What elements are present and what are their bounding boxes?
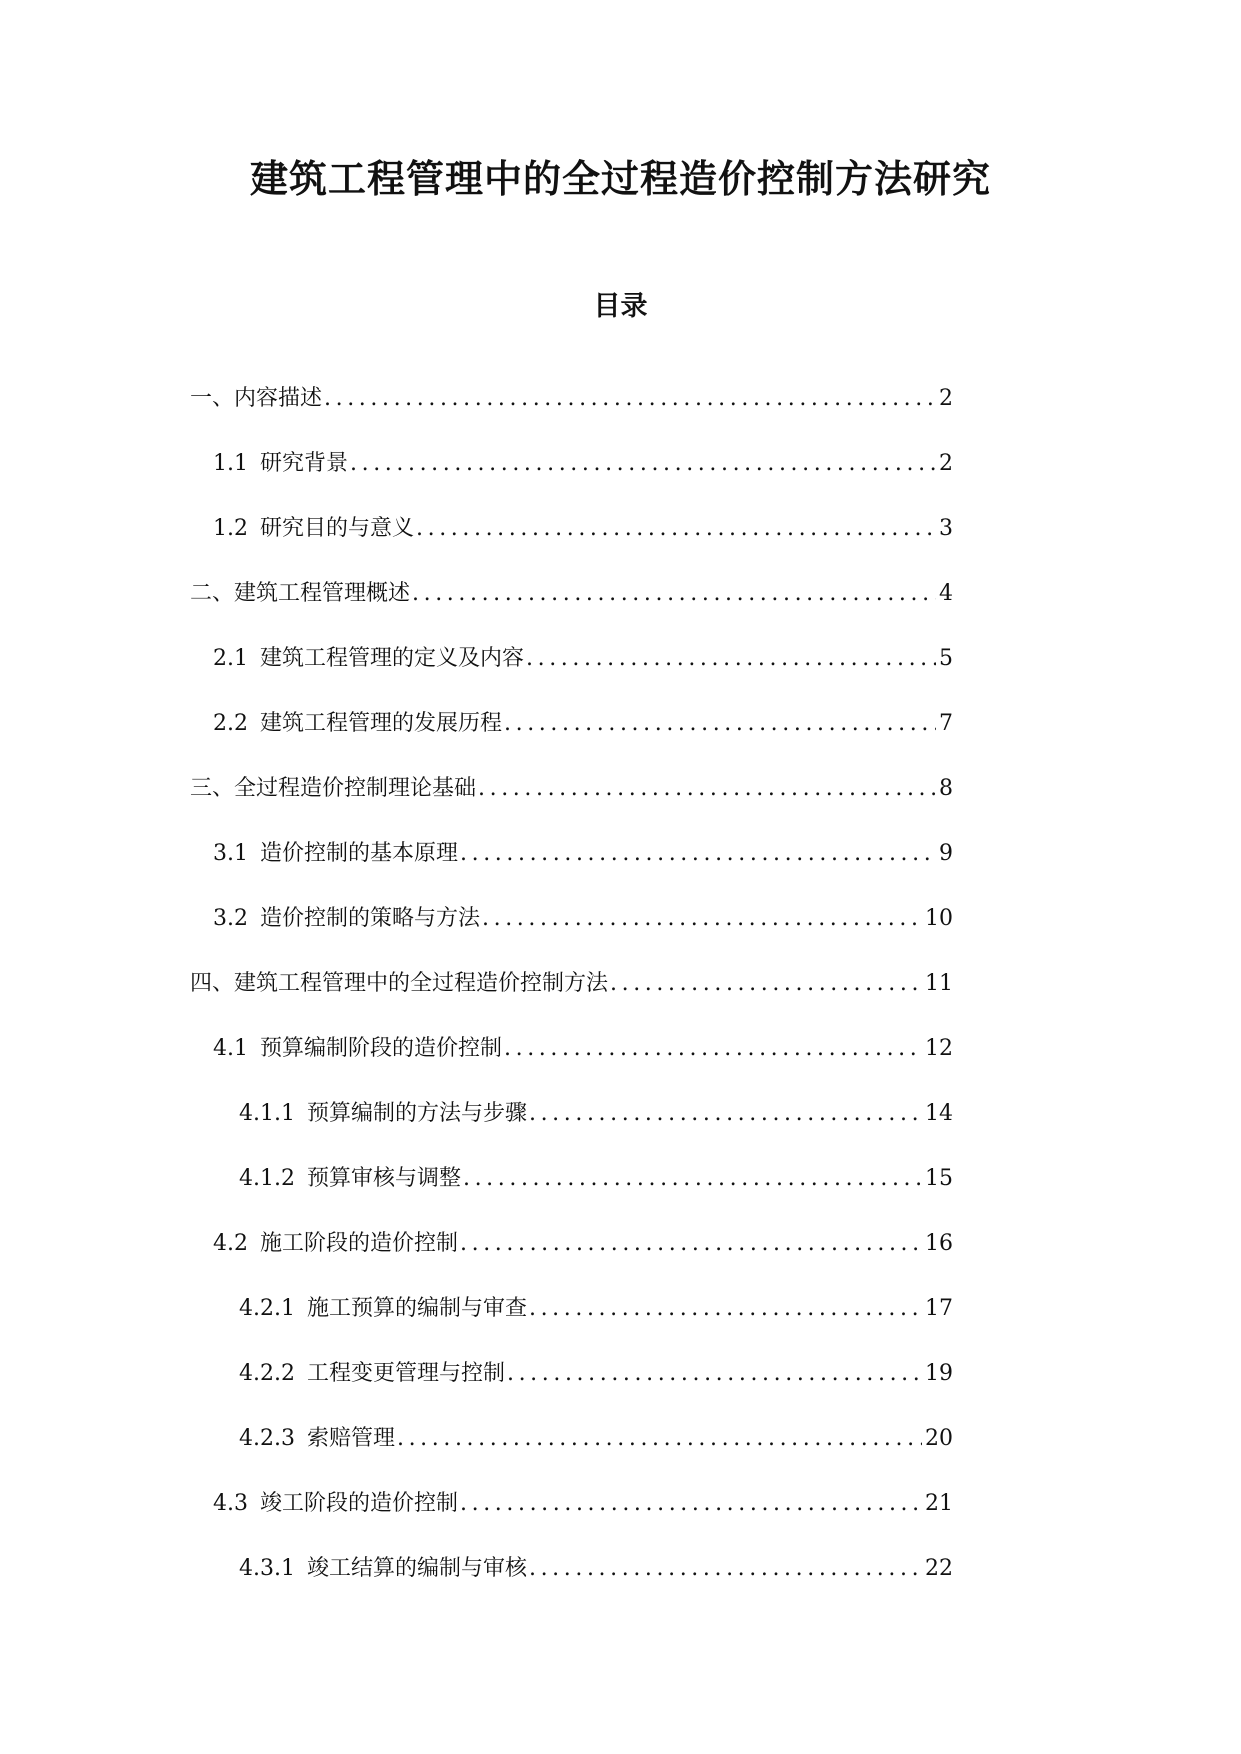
toc-leader-dots	[526, 644, 936, 674]
toc-page-number: 5	[939, 646, 953, 671]
toc-entry-text: 工程变更管理与控制	[306, 1361, 505, 1386]
document-title: 建筑工程管理中的全过程造价控制方法研究	[249, 156, 991, 201]
toc-entry-text: 预算编制阶段的造价控制	[260, 1036, 503, 1061]
toc-section-number: 1.1	[213, 451, 248, 476]
toc-entry-text: 建筑工程管理的发展历程	[260, 711, 503, 736]
toc-leader-dots	[610, 969, 922, 999]
toc-leader-dots	[529, 1294, 922, 1324]
toc-section-number: 1.2	[213, 516, 248, 541]
toc-entry-text: 研究背景	[260, 451, 349, 476]
toc-page-number: 12	[925, 1036, 953, 1061]
toc-entry-section-4-2-1[interactable]	[239, 1294, 953, 1324]
toc-entry-text: 三、全过程造价控制理论基础	[190, 776, 477, 801]
toc-page-number: 17	[925, 1296, 953, 1321]
toc-page-number: 8	[939, 776, 953, 801]
toc-section-number: 4.1.1	[239, 1101, 295, 1126]
toc-leader-dots	[460, 1489, 922, 1519]
toc-entry-text: 竣工结算的编制与审核	[306, 1556, 527, 1581]
toc-section-number: 4.2	[213, 1231, 248, 1256]
toc-leader-dots	[350, 449, 936, 479]
toc-section-number: 2.2	[213, 711, 248, 736]
toc-page-number: 14	[925, 1101, 953, 1126]
toc-section-number: 4.3	[213, 1491, 248, 1516]
toc-leader-dots	[482, 904, 922, 934]
toc-page-number: 7	[939, 711, 953, 736]
toc-page-number: 15	[925, 1166, 953, 1191]
toc-entry-text: 四、建筑工程管理中的全过程造价控制方法	[190, 971, 609, 996]
toc-leader-dots	[416, 514, 936, 544]
toc-leader-dots	[460, 839, 936, 869]
toc-entry-text: 施工阶段的造价控制	[260, 1231, 459, 1256]
toc-entry-chapter-1[interactable]	[190, 384, 953, 414]
toc-page-number: 3	[939, 516, 953, 541]
toc-entry-text: 二、建筑工程管理概述	[190, 581, 411, 606]
toc-leader-dots	[463, 1164, 922, 1194]
toc-section-number: 3.1	[213, 841, 248, 866]
toc-entry-text: 造价控制的基本原理	[260, 841, 459, 866]
toc-entry-chapter-2[interactable]	[190, 579, 953, 609]
toc-section-number: 4.3.1	[239, 1556, 295, 1581]
toc-entry-section-2-1[interactable]	[213, 644, 953, 674]
toc-page-number: 4	[939, 581, 953, 606]
toc-entry-section-4-3[interactable]	[213, 1489, 953, 1519]
toc-page-number: 11	[925, 971, 953, 996]
toc-entry-section-4-1[interactable]	[213, 1034, 953, 1064]
toc-entry-section-2-2[interactable]	[213, 709, 953, 739]
toc-entry-text: 竣工阶段的造价控制	[260, 1491, 459, 1516]
toc-entry-chapter-4[interactable]	[190, 969, 953, 999]
toc-entry-section-4-1-2[interactable]	[239, 1164, 953, 1194]
toc-entry-text: 造价控制的策略与方法	[260, 906, 481, 931]
toc-entry-chapter-3[interactable]	[190, 774, 953, 804]
toc-leader-dots	[507, 1359, 922, 1389]
toc-entry-text: 预算编制的方法与步骤	[306, 1101, 527, 1126]
toc-entry-section-4-3-1[interactable]	[239, 1554, 953, 1584]
toc-page-number: 21	[925, 1491, 953, 1516]
toc-page-number: 2	[939, 386, 953, 411]
toc-entry-section-4-2[interactable]	[213, 1229, 953, 1259]
toc-section-number: 4.1	[213, 1036, 248, 1061]
toc-entry-section-3-2[interactable]	[213, 904, 953, 934]
toc-leader-dots	[478, 774, 936, 804]
toc-section-number: 4.1.2	[239, 1166, 295, 1191]
toc-heading: 目录	[593, 291, 648, 322]
toc-leader-dots	[504, 709, 936, 739]
toc-page-number: 19	[925, 1361, 953, 1386]
toc-entry-section-1-2[interactable]	[213, 514, 953, 544]
toc-section-number: 4.2.1	[239, 1296, 295, 1321]
toc-leader-dots	[324, 384, 936, 414]
toc-entry-text: 研究目的与意义	[260, 516, 415, 541]
toc-leader-dots	[460, 1229, 922, 1259]
toc-entry-text: 施工预算的编制与审查	[306, 1296, 527, 1321]
toc-section-number: 4.2.2	[239, 1361, 295, 1386]
toc-leader-dots	[397, 1424, 922, 1454]
toc-entry-text: 建筑工程管理的定义及内容	[260, 646, 525, 671]
toc-section-number: 4.2.3	[239, 1426, 295, 1451]
toc-section-number: 2.1	[213, 646, 248, 671]
toc-page-number: 22	[925, 1556, 953, 1581]
toc-page-number: 2	[939, 451, 953, 476]
toc-page-number: 16	[925, 1231, 953, 1256]
toc-entry-text: 预算审核与调整	[306, 1166, 461, 1191]
toc-page-number: 20	[925, 1426, 953, 1451]
toc-entry-section-4-2-2[interactable]	[239, 1359, 953, 1389]
toc-entry-text: 一、内容描述	[190, 386, 323, 411]
toc-entry-section-1-1[interactable]	[213, 449, 953, 479]
toc-page-number: 10	[925, 906, 953, 931]
toc-section-number: 3.2	[213, 906, 248, 931]
toc-leader-dots	[412, 579, 936, 609]
toc-leader-dots	[504, 1034, 922, 1064]
toc-entry-section-3-1[interactable]	[213, 839, 953, 869]
toc-leader-dots	[529, 1099, 922, 1129]
toc-entry-text: 索赔管理	[306, 1426, 395, 1451]
toc-entry-section-4-2-3[interactable]	[239, 1424, 953, 1454]
toc-leader-dots	[529, 1554, 922, 1584]
toc-entry-section-4-1-1[interactable]	[239, 1099, 953, 1129]
toc-page-number: 9	[939, 841, 953, 866]
